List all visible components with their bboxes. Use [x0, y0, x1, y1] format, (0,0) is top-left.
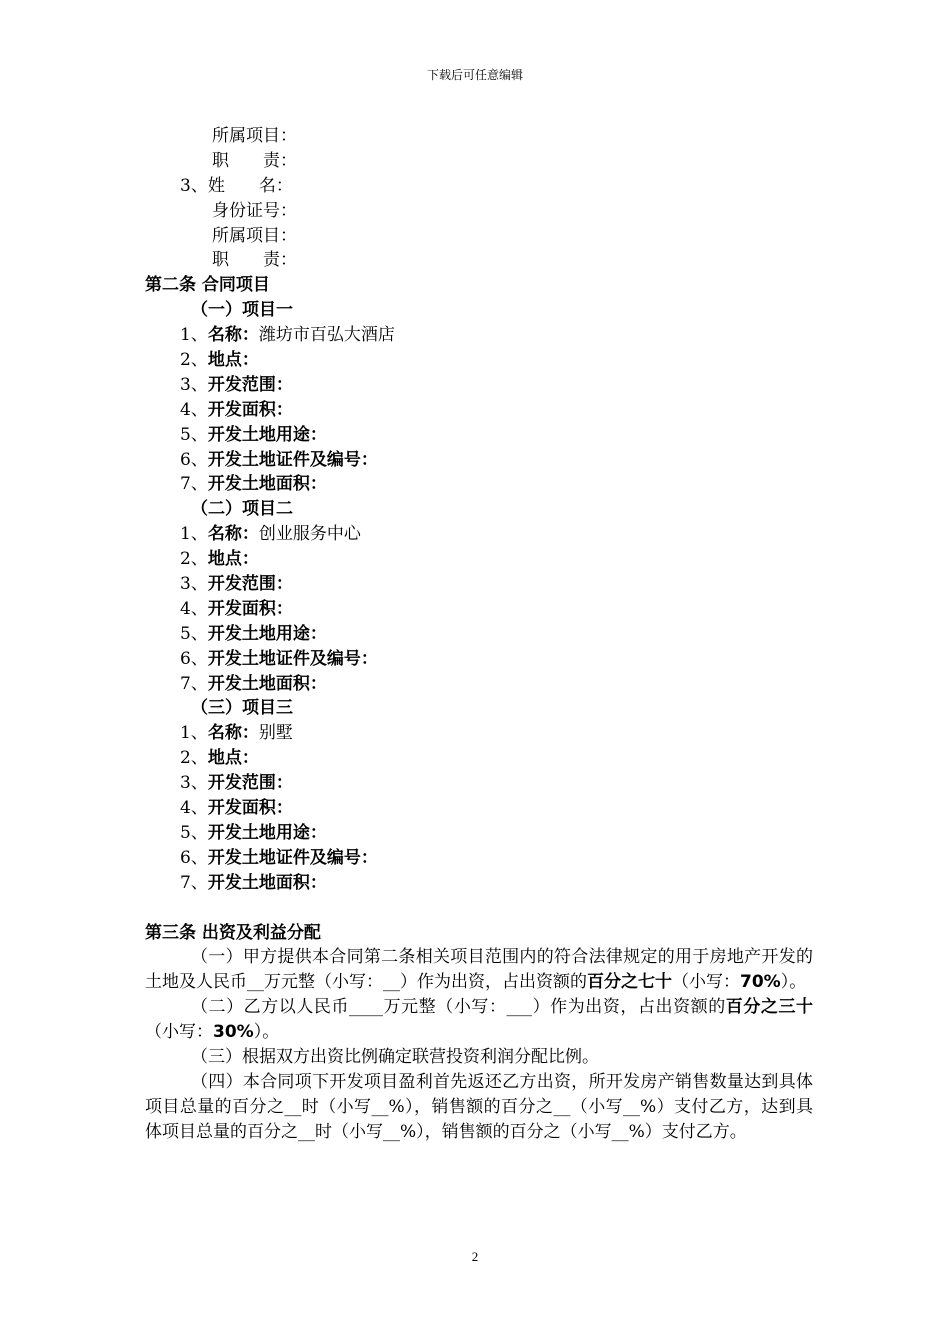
- list-item: 3、开发范围：: [180, 374, 293, 395]
- list-number: 3、: [180, 175, 208, 196]
- person-3-name-row: [145, 174, 813, 199]
- list-item: 7、开发土地面积：: [180, 474, 327, 495]
- list-item: 6、开发土地证件及编号：: [180, 449, 378, 470]
- document-body: [145, 124, 813, 1145]
- person-duty-label: 职 责：: [212, 150, 297, 171]
- list-item: 3、开发范围：: [180, 773, 293, 794]
- project-1-heading: （一）项目一: [191, 300, 293, 321]
- list-item: 6、开发土地证件及编号：: [180, 648, 378, 669]
- person-project-label: 所属项目：: [212, 126, 297, 146]
- list-item: 4、开发面积：: [180, 399, 293, 420]
- list-item: 4、开发面积：: [180, 598, 293, 619]
- project-3-items: [145, 721, 813, 895]
- person-id-label: 身份证号：: [212, 200, 297, 221]
- list-item: 1、名称：潍坊市百弘大酒店: [180, 325, 395, 346]
- list-item: 2、地点：: [180, 350, 259, 371]
- list-item: 1、名称：别墅: [180, 723, 293, 744]
- person-project-label: 所属项目：: [212, 225, 297, 246]
- project-3-heading: （三）项目三: [191, 698, 293, 719]
- project-1-items: [145, 323, 813, 497]
- list-item: 6、开发土地证件及编号：: [180, 847, 378, 868]
- article-3-para-3: （三）根据双方出资比例确定联营投资利润分配比例。: [191, 1047, 599, 1068]
- project-2-items: [145, 522, 813, 696]
- list-item: 7、开发土地面积：: [180, 673, 327, 694]
- list-item: 1、名称：创业服务中心: [180, 524, 361, 545]
- blank-line: [145, 896, 813, 921]
- article-3-title: 第三条 出资及利益分配: [145, 922, 321, 943]
- list-item: 5、开发土地用途：: [180, 623, 327, 644]
- article-3-para-4: （四）本合同项下开发项目盈利首先返还乙方出资，所开发房产销售数量达到具体项目总量的百分之__时（小写__%），销售额的百分之__（小写__%）支付乙方，达到具体项目总量的百分之__时（小写__%），销售额的百分之（小写__%）支付乙方。: [145, 1071, 813, 1142]
- list-item: 5、开发土地用途：: [180, 424, 327, 445]
- project-name-value: 创业服务中心: [258, 524, 361, 545]
- page-number: 2: [471, 1249, 479, 1264]
- list-item: 2、地点：: [180, 748, 259, 769]
- list-item: 5、开发土地用途：: [180, 822, 327, 843]
- article-3-para-2: （二）乙方以人民币____万元整（小写：___）作为出资，占出资额的百分之三十（小写：30%）。: [145, 997, 814, 1043]
- page-header: 下载后可任意编辑: [426, 68, 523, 82]
- article-2-title: 第二条 合同项目: [145, 275, 270, 296]
- list-item: 4、开发面积：: [180, 798, 293, 819]
- person-duty-label: 职 责：: [212, 250, 297, 271]
- person-name-label: 姓 名：: [207, 175, 293, 196]
- project-name-value: 潍坊市百弘大酒店: [258, 325, 395, 346]
- article-3-para-1: （一）甲方提供本合同第二条相关项目范围内的符合法律规定的用于房地产开发的土地及人民币__万元整（小写：__）作为出资，占出资额的百分之七十（小写：70%）。: [145, 947, 813, 993]
- project-2-heading: （二）项目二: [191, 499, 293, 520]
- list-item: 7、开发土地面积：: [180, 872, 327, 893]
- list-item: 2、地点：: [180, 549, 259, 570]
- project-name-value: 别墅: [258, 723, 293, 744]
- list-item: 3、开发范围：: [180, 574, 293, 595]
